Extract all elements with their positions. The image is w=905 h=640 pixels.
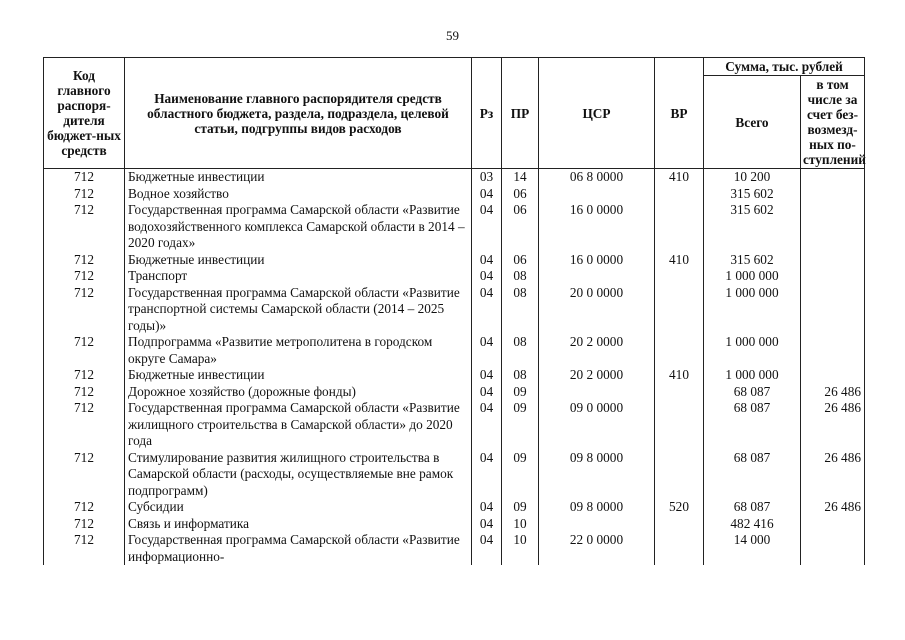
cell-pr: 08 <box>502 268 539 285</box>
cell-rz: 04 <box>472 334 502 367</box>
table-row <box>44 367 865 384</box>
cell-vr <box>655 532 704 565</box>
cell-vr <box>655 268 704 285</box>
cell-csr: 22 0 0000 <box>539 532 655 565</box>
cell-grants <box>801 334 865 367</box>
header-rz: Рз <box>472 58 502 169</box>
cell-grants: 26 486 <box>801 384 865 401</box>
cell-total: 68 087 <box>704 499 801 516</box>
header-pr: ПР <box>502 58 539 169</box>
cell-code: 712 <box>44 169 125 186</box>
cell-grants: 26 486 <box>801 400 865 450</box>
cell-vr: 410 <box>655 252 704 269</box>
cell-grants <box>801 202 865 252</box>
cell-csr: 16 0 0000 <box>539 202 655 252</box>
table-row <box>44 450 865 500</box>
cell-total: 68 087 <box>704 400 801 450</box>
header-csr: ЦСР <box>539 58 655 169</box>
header-name: Наименование главного распорядителя средств областного бюджета, раздела, подраздела, целевой статьи, подгруппы видов расходов <box>125 58 472 169</box>
header-vr: ВР <box>655 58 704 169</box>
cell-total: 1 000 000 <box>704 285 801 335</box>
cell-rz: 04 <box>472 202 502 252</box>
cell-vr: 410 <box>655 169 704 186</box>
cell-rz: 03 <box>472 169 502 186</box>
cell-vr <box>655 450 704 500</box>
cell-name: Подпрограмма «Развитие метрополитена в городском округе Самара» <box>125 334 472 367</box>
cell-grants: 26 486 <box>801 450 865 500</box>
cell-csr: 20 2 0000 <box>539 334 655 367</box>
cell-name: Субсидии <box>125 499 472 516</box>
cell-code: 712 <box>44 450 125 500</box>
table-row <box>44 252 865 269</box>
cell-csr: 16 0 0000 <box>539 252 655 269</box>
cell-csr <box>539 516 655 533</box>
table-row <box>44 516 865 533</box>
cell-total: 315 602 <box>704 186 801 203</box>
cell-csr <box>539 384 655 401</box>
cell-vr <box>655 202 704 252</box>
cell-rz: 04 <box>472 532 502 565</box>
cell-name: Транспорт <box>125 268 472 285</box>
cell-pr: 10 <box>502 532 539 565</box>
cell-rz: 04 <box>472 499 502 516</box>
header-total: Всего <box>704 76 801 169</box>
table-row <box>44 285 865 335</box>
cell-code: 712 <box>44 384 125 401</box>
cell-rz: 04 <box>472 186 502 203</box>
cell-csr: 06 8 0000 <box>539 169 655 186</box>
cell-code: 712 <box>44 285 125 335</box>
cell-name: Связь и информатика <box>125 516 472 533</box>
table-row <box>44 499 865 516</box>
cell-total: 1 000 000 <box>704 334 801 367</box>
table-row <box>44 169 865 186</box>
header-grants: в том числе за счет без-возмезд-ных по-ступлений <box>801 76 865 169</box>
cell-grants <box>801 285 865 335</box>
cell-csr: 09 8 0000 <box>539 450 655 500</box>
cell-name: Государственная программа Самарской области «Развитие информационно- <box>125 532 472 565</box>
budget-table <box>43 57 865 565</box>
cell-grants <box>801 532 865 565</box>
header-code: Код главного распоря-дителя бюджет-ных средств <box>44 58 125 169</box>
cell-csr <box>539 268 655 285</box>
cell-name: Государственная программа Самарской области «Развитие транспортной системы Самарской области (2014 – 2025 годы)» <box>125 285 472 335</box>
table-row <box>44 202 865 252</box>
cell-pr: 09 <box>502 450 539 500</box>
cell-pr: 08 <box>502 285 539 335</box>
cell-total: 10 200 <box>704 169 801 186</box>
cell-grants <box>801 367 865 384</box>
cell-grants <box>801 186 865 203</box>
table-body <box>44 169 865 566</box>
cell-pr: 09 <box>502 499 539 516</box>
table-header <box>44 58 865 169</box>
cell-name: Бюджетные инвестиции <box>125 252 472 269</box>
cell-rz: 04 <box>472 268 502 285</box>
cell-total: 68 087 <box>704 384 801 401</box>
cell-code: 712 <box>44 400 125 450</box>
cell-rz: 04 <box>472 367 502 384</box>
cell-pr: 06 <box>502 252 539 269</box>
cell-total: 14 000 <box>704 532 801 565</box>
cell-vr <box>655 334 704 367</box>
table-row <box>44 186 865 203</box>
cell-total: 315 602 <box>704 202 801 252</box>
cell-code: 712 <box>44 186 125 203</box>
cell-code: 712 <box>44 268 125 285</box>
cell-name: Стимулирование развития жилищного строительства в Самарской области (расходы, осуществляемые вне рамок подпрограмм) <box>125 450 472 500</box>
cell-code: 712 <box>44 499 125 516</box>
cell-vr <box>655 400 704 450</box>
cell-pr: 14 <box>502 169 539 186</box>
cell-csr: 09 0 0000 <box>539 400 655 450</box>
table-row <box>44 384 865 401</box>
cell-pr: 08 <box>502 334 539 367</box>
cell-vr <box>655 186 704 203</box>
cell-name: Дорожное хозяйство (дорожные фонды) <box>125 384 472 401</box>
cell-name: Государственная программа Самарской области «Развитие жилищного строительства в Самарской области» до 2020 года <box>125 400 472 450</box>
cell-total: 1 000 000 <box>704 367 801 384</box>
cell-code: 712 <box>44 516 125 533</box>
cell-csr <box>539 186 655 203</box>
cell-grants <box>801 252 865 269</box>
cell-grants <box>801 268 865 285</box>
page-number: 59 <box>446 28 459 43</box>
cell-code: 712 <box>44 334 125 367</box>
cell-csr: 20 2 0000 <box>539 367 655 384</box>
cell-code: 712 <box>44 532 125 565</box>
cell-csr: 20 0 0000 <box>539 285 655 335</box>
table-row <box>44 532 865 565</box>
cell-name: Государственная программа Самарской области «Развитие водохозяйственного комплекса Самарской области в 2014 – 2020 годах» <box>125 202 472 252</box>
cell-code: 712 <box>44 367 125 384</box>
cell-rz: 04 <box>472 516 502 533</box>
cell-vr: 520 <box>655 499 704 516</box>
cell-csr: 09 8 0000 <box>539 499 655 516</box>
cell-vr <box>655 384 704 401</box>
cell-grants: 26 486 <box>801 499 865 516</box>
cell-total: 315 602 <box>704 252 801 269</box>
cell-vr: 410 <box>655 367 704 384</box>
cell-pr: 09 <box>502 400 539 450</box>
cell-grants <box>801 516 865 533</box>
cell-rz: 04 <box>472 384 502 401</box>
cell-pr: 06 <box>502 186 539 203</box>
cell-grants <box>801 169 865 186</box>
cell-rz: 04 <box>472 450 502 500</box>
cell-name: Бюджетные инвестиции <box>125 367 472 384</box>
header-sum-group: Сумма, тыс. рублей <box>704 58 865 76</box>
cell-rz: 04 <box>472 400 502 450</box>
cell-code: 712 <box>44 252 125 269</box>
cell-total: 1 000 000 <box>704 268 801 285</box>
table-row <box>44 334 865 367</box>
cell-pr: 10 <box>502 516 539 533</box>
cell-total: 68 087 <box>704 450 801 500</box>
cell-rz: 04 <box>472 285 502 335</box>
cell-pr: 06 <box>502 202 539 252</box>
cell-rz: 04 <box>472 252 502 269</box>
table-row <box>44 400 865 450</box>
cell-pr: 09 <box>502 384 539 401</box>
cell-vr <box>655 516 704 533</box>
cell-code: 712 <box>44 202 125 252</box>
cell-pr: 08 <box>502 367 539 384</box>
cell-vr <box>655 285 704 335</box>
cell-total: 482 416 <box>704 516 801 533</box>
cell-name: Бюджетные инвестиции <box>125 169 472 186</box>
table-row <box>44 268 865 285</box>
cell-name: Водное хозяйство <box>125 186 472 203</box>
